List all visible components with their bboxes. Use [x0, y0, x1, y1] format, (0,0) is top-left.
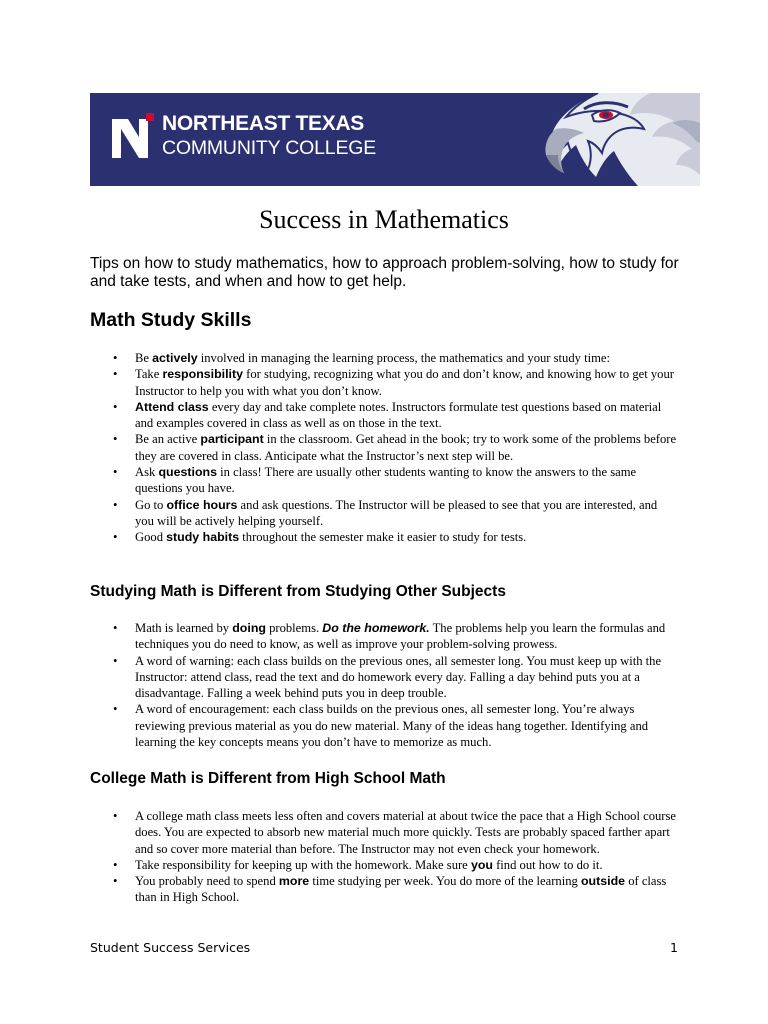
different-subjects-list [111, 620, 679, 750]
list-item: • Take responsibility for studying, recognizing what you do and don’t know, and knowing how to get your Instructor to help you with what you don’t know. [111, 366, 679, 399]
list-item: • Good study habits throughout the semester make it easier to study for tests. [111, 529, 679, 545]
page-number: 1 [670, 940, 678, 955]
list-item: • A word of encouragement: each class builds on the previous ones, all semester long. You’re always reviewing previous material as you do new material. Many of the ideas hang together. Identifying and learning the key concepts means you don’t have to memorize as much. [111, 701, 679, 750]
study-skills-list [111, 350, 679, 546]
college-banner [90, 93, 700, 186]
list-item: • Be an active participant in the classroom. Get ahead in the book; try to work some of the problems before they are covered in class. Anticipate what the Instructor’s next step will be. [111, 431, 679, 464]
footer-department: Student Success Services [90, 940, 251, 955]
logo-line1: NORTHEAST TEXAS [162, 112, 365, 135]
list-item: • You probably need to spend more time studying per week. You do more of the learning outside of class than in High School. [111, 873, 679, 906]
list-item: • Be actively involved in managing the learning process, the mathematics and your study time: [111, 350, 679, 366]
list-item: • Take responsibility for keeping up with the homework. Make sure you find out how to do it. [111, 857, 679, 873]
eagle-mascot-icon [540, 93, 700, 186]
list-item: • Ask questions in class! There are usually other students wanting to know the answers to the same questions you have. [111, 464, 679, 497]
list-item: • A college math class meets less often and covers material at about twice the pace that a High School course does. You are expected to absorb new material much more quickly. Tests are probably spaced farther apart and so cover more material than before. The Instructor may not even check your homework. [111, 808, 679, 857]
section-heading-study-skills: Math Study Skills [90, 309, 252, 331]
intro-paragraph: Tips on how to study mathematics, how to approach problem-solving, how to study for and take tests, and when and how to get help. [90, 255, 679, 290]
section-heading-high-school: College Math is Different from High School Math [90, 770, 446, 787]
section-heading-different-subjects: Studying Math is Different from Studying Other Subjects [90, 583, 506, 600]
high-school-list [111, 808, 679, 906]
list-item: • Math is learned by doing problems. Do the homework. The problems help you learn the formulas and techniques you do need to know, as well as improve your problem-solving prowess. [111, 620, 679, 653]
list-item: • Attend class every day and take complete notes. Instructors formulate test questions based on material and examples covered in class as well as on those in the text. [111, 399, 679, 432]
college-n-logo-icon [112, 113, 154, 158]
page-title: Success in Mathematics [259, 205, 509, 234]
list-item: • A word of warning: each class builds on the previous ones, all semester long. You must keep up with the Instructor: attend class, read the text and do homework every day. Falling a day behind puts you at a disadvantage. Falling a week behind puts you in deep trouble. [111, 653, 679, 702]
logo-line2: COMMUNITY COLLEGE [162, 137, 377, 159]
list-item: • Go to office hours and ask questions. The Instructor will be pleased to see that you are interested, and you will be actively helping yourself. [111, 497, 679, 530]
